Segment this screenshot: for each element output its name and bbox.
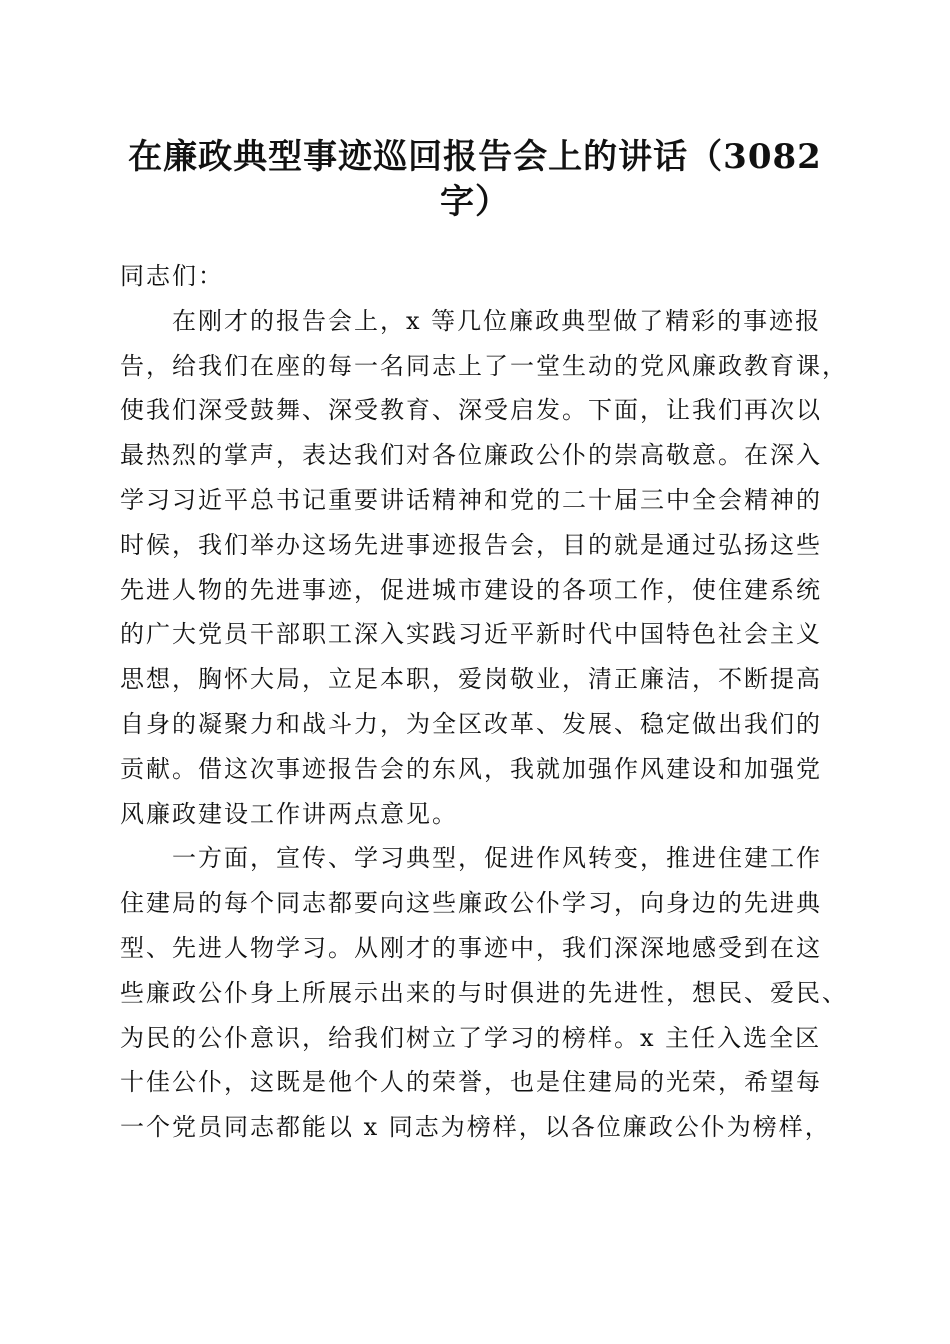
salutation: 同志们： (120, 262, 224, 290)
paragraph-2-line: 为民的公仆意识，给我们树立了学习的榜样。x 主任入选全区 (120, 1023, 822, 1052)
paragraph-1-line: 使我们深受鼓舞、深受教育、深受启发。下面，让我们再次以 (120, 396, 822, 425)
paragraph-1-line: 风廉政建设工作讲两点意见。 (120, 799, 458, 828)
paragraph-1-line: 自身的凝聚力和战斗力，为全区改革、发展、稳定做出我们的 (120, 709, 822, 738)
title-line-1: 在廉政典型事迹巡回报告会上的讲话（3082 (128, 137, 822, 177)
paragraph-1-line: 时候，我们举办这场先进事迹报告会，目的就是通过弘扬这些 (120, 530, 822, 559)
paragraph-1-line: 思想，胸怀大局，立足本职，爱岗敬业，清正廉洁，不断提高 (120, 665, 822, 694)
paragraph-1-line: 在刚才的报告会上，x 等几位廉政典型做了精彩的事迹报 (172, 306, 822, 335)
paragraph-1-line: 学习习近平总书记重要讲话精神和党的二十届三中全会精神的 (120, 485, 822, 514)
paragraph-2-line: 住建局的每个同志都要向这些廉政公仆学习，向身边的先进典 (120, 889, 822, 918)
paragraph-2-line: 型、先进人物学习。从刚才的事迹中，我们深深地感受到在这 (120, 933, 822, 962)
paragraph-2-line: 一个党员同志都能以 x 同志为榜样，以各位廉政公仆为榜样， (120, 1113, 831, 1142)
paragraph-2-line: 些廉政公仆身上所展示出来的与时俱进的先进性，想民、爱民、 (120, 978, 848, 1007)
paragraph-1-line: 贡献。借这次事迹报告会的东风，我就加强作风建设和加强党 (120, 754, 822, 783)
paragraph-1-line: 最热烈的掌声，表达我们对各位廉政公仆的崇高敬意。在深入 (120, 441, 822, 470)
document-title (120, 134, 830, 224)
paragraph-2-line: 十佳公仆，这既是他个人的荣誉，也是住建局的光荣，希望每 (120, 1068, 822, 1097)
title-line-2: 字） (440, 181, 510, 222)
paragraph-1-line: 告，给我们在座的每一名同志上了一堂生动的党风廉政教育课， (120, 351, 848, 380)
paragraph-1-line: 的广大党员干部职工深入实践习近平新时代中国特色社会主义 (120, 620, 822, 649)
document-body (120, 254, 848, 1150)
paragraph-1-line: 先进人物的先进事迹，促进城市建设的各项工作，使住建系统 (120, 575, 822, 604)
paragraph-2-line: 一方面，宣传、学习典型，促进作风转变，推进住建工作 (172, 844, 822, 873)
